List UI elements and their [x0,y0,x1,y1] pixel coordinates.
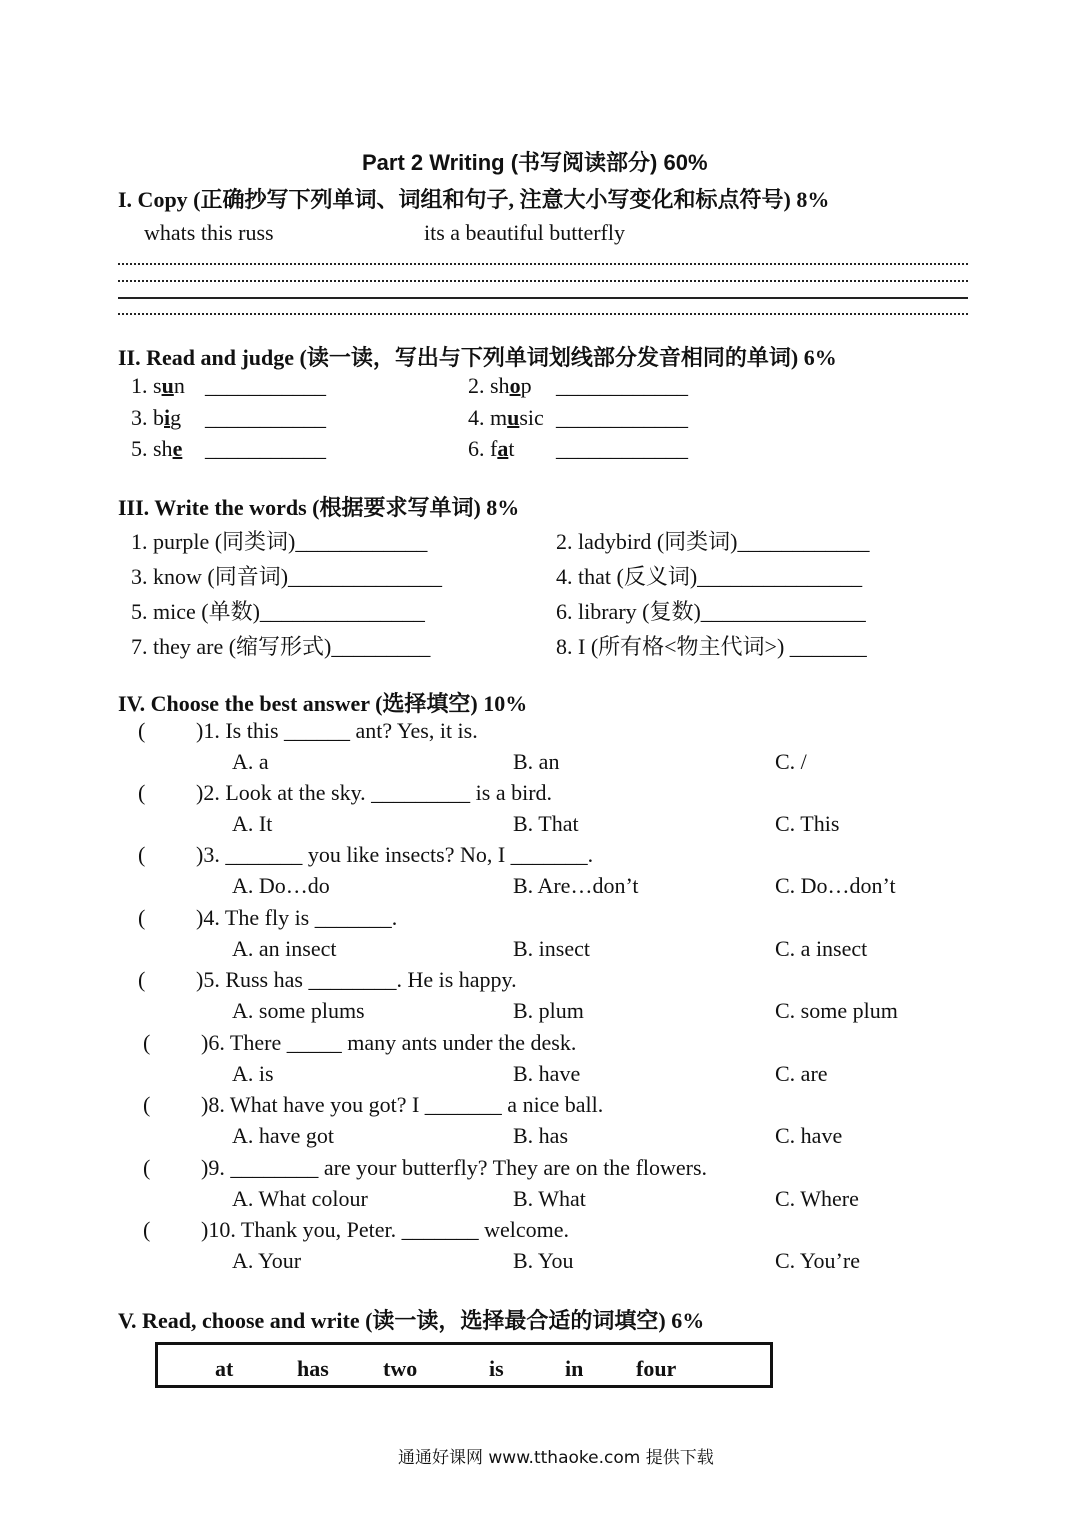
words-item-7[interactable]: 7. they are (缩写形式)_________ [131,634,431,659]
judge-word-start: 2. sh [468,373,510,398]
option-a[interactable]: A. a [232,749,269,774]
words-item-6[interactable]: 6. library (复数)_______________ [556,599,866,624]
option-a[interactable]: A. What colour [232,1186,368,1211]
option-b[interactable]: B. insect [513,936,590,961]
option-c[interactable]: C. Do…don’t [775,873,896,898]
answer-paren[interactable]: ( [138,780,146,805]
judge-word-underlined: u [161,373,174,398]
judge-item-3 [131,405,181,431]
answer-paren[interactable]: ( [138,718,146,743]
question-text: )2. Look at the sky. _________ is a bird. [196,780,553,805]
question-text: )1. Is this ______ ant? Yes, it is. [196,718,478,743]
judge-blank-5[interactable]: ___________ [205,436,326,461]
option-a[interactable]: A. is [232,1061,274,1086]
option-b[interactable]: B. Are…don’t [513,873,639,898]
writing-line-bottom-dotted [118,313,968,315]
option-c[interactable]: C. some plum [775,998,898,1023]
judge-word-underlined: o [509,373,521,398]
judge-blank-2[interactable]: ____________ [556,373,688,398]
copy-phrase-1: whats this russ [144,220,274,245]
option-c[interactable]: C. Where [775,1186,859,1211]
footer-credit: 通通好课网 www.tthaoke.com 提供下载 [398,1448,714,1468]
word-bank-word: at [215,1356,234,1381]
option-b[interactable]: B. has [513,1123,568,1148]
word-bank-box [155,1342,773,1388]
section1-heading: I. Copy (正确抄写下列单词、词组和句子, 注意大小写变化和标点符号) 8% [118,187,830,212]
option-c[interactable]: C. You’re [775,1248,860,1273]
words-item-8[interactable]: 8. I (所有格<物主代词>) _______ [556,634,867,659]
words-item-4[interactable]: 4. that (反义词)_______________ [556,564,863,589]
option-b[interactable]: B. have [513,1061,581,1086]
judge-item-2 [468,373,532,399]
judge-word-end: n [173,373,185,398]
judge-word-start: 6. f [468,436,498,461]
word-bank-word: two [383,1356,418,1381]
answer-paren[interactable]: ( [143,1217,151,1242]
writing-line-mid-dotted [118,280,968,282]
option-b[interactable]: B. That [513,811,579,836]
judge-item-1 [131,373,185,399]
option-b[interactable]: B. plum [513,998,584,1023]
judge-word-start: 5. sh [131,436,173,461]
option-a[interactable]: A. an insect [232,936,337,961]
question-text: )5. Russ has ________. He is happy. [196,967,517,992]
question-text: )4. The fly is _______. [196,905,398,930]
answer-paren[interactable]: ( [143,1155,151,1180]
question-text: )3. _______ you like insects? No, I _______. [196,842,594,867]
option-c[interactable]: C. are [775,1061,828,1086]
option-a[interactable]: A. have got [232,1123,335,1148]
writing-line-top-dotted [118,263,968,265]
option-c[interactable]: C. a insect [775,936,868,961]
part-title: Part 2 Writing (书写阅读部分) 60% [362,150,708,175]
judge-word-start: 3. b [131,405,164,430]
judge-word-start: 4. m [468,405,508,430]
question-text: )9. ________ are your butterfly? They are on the flowers. [201,1155,708,1180]
option-a[interactable]: A. Do…do [232,873,330,898]
judge-word-underlined: u [507,405,520,430]
word-bank-word: in [565,1356,584,1381]
words-item-2[interactable]: 2. ladybird (同类词)____________ [556,529,870,554]
section2-heading: II. Read and judge (读一读，写出与下列单词划线部分发音相同的单词) 6% [118,345,837,370]
answer-paren[interactable]: ( [138,905,146,930]
words-item-1[interactable]: 1. purple (同类词)____________ [131,529,428,554]
section3-heading: III. Write the words (根据要求写单词) 8% [118,495,520,520]
answer-paren[interactable]: ( [138,967,146,992]
judge-word-end: p [520,373,532,398]
answer-paren[interactable]: ( [143,1030,151,1055]
judge-item-4 [468,405,544,431]
question-text: )6. There _____ many ants under the desk. [201,1030,577,1055]
judge-word-start: 1. s [131,373,162,398]
words-item-3[interactable]: 3. know (同音词)______________ [131,564,443,589]
judge-word-end: sic [519,405,544,430]
word-bank-word: has [297,1356,329,1381]
question-text: )8. What have you got? I _______ a nice ball. [201,1092,604,1117]
judge-blank-6[interactable]: ____________ [556,436,688,461]
section5-heading: V. Read, choose and write (读一读，选择最合适的词填空) 6% [118,1308,705,1333]
judge-blank-1[interactable]: ___________ [205,373,326,398]
answer-paren[interactable]: ( [143,1092,151,1117]
judge-blank-4[interactable]: ____________ [556,405,688,430]
judge-word-end: t [508,436,515,461]
copy-phrase-2: its a beautiful butterfly [424,220,625,245]
option-c[interactable]: C. have [775,1123,843,1148]
option-b[interactable]: B. an [513,749,560,774]
question-text: )10. Thank you, Peter. _______ welcome. [201,1217,570,1242]
judge-word-underlined: e [172,436,183,461]
judge-word-end: g [170,405,182,430]
answer-paren[interactable]: ( [138,842,146,867]
word-bank-word: four [636,1356,677,1381]
option-a[interactable]: A. It [232,811,273,836]
words-item-5[interactable]: 5. mice (单数)_______________ [131,599,425,624]
judge-blank-3[interactable]: ___________ [205,405,326,430]
judge-word-underlined: i [164,405,171,430]
option-c[interactable]: C. / [775,749,807,774]
judge-word-underlined: a [497,436,509,461]
option-b[interactable]: B. What [513,1186,586,1211]
option-c[interactable]: C. This [775,811,840,836]
option-a[interactable]: A. Your [232,1248,302,1273]
writing-line-base-solid [118,297,968,299]
word-bank-word: is [489,1356,504,1381]
section4-heading: IV. Choose the best answer (选择填空) 10% [118,691,528,716]
option-b[interactable]: B. You [513,1248,574,1273]
judge-item-6 [468,436,514,462]
option-a[interactable]: A. some plums [232,998,365,1023]
judge-item-5 [131,436,182,462]
